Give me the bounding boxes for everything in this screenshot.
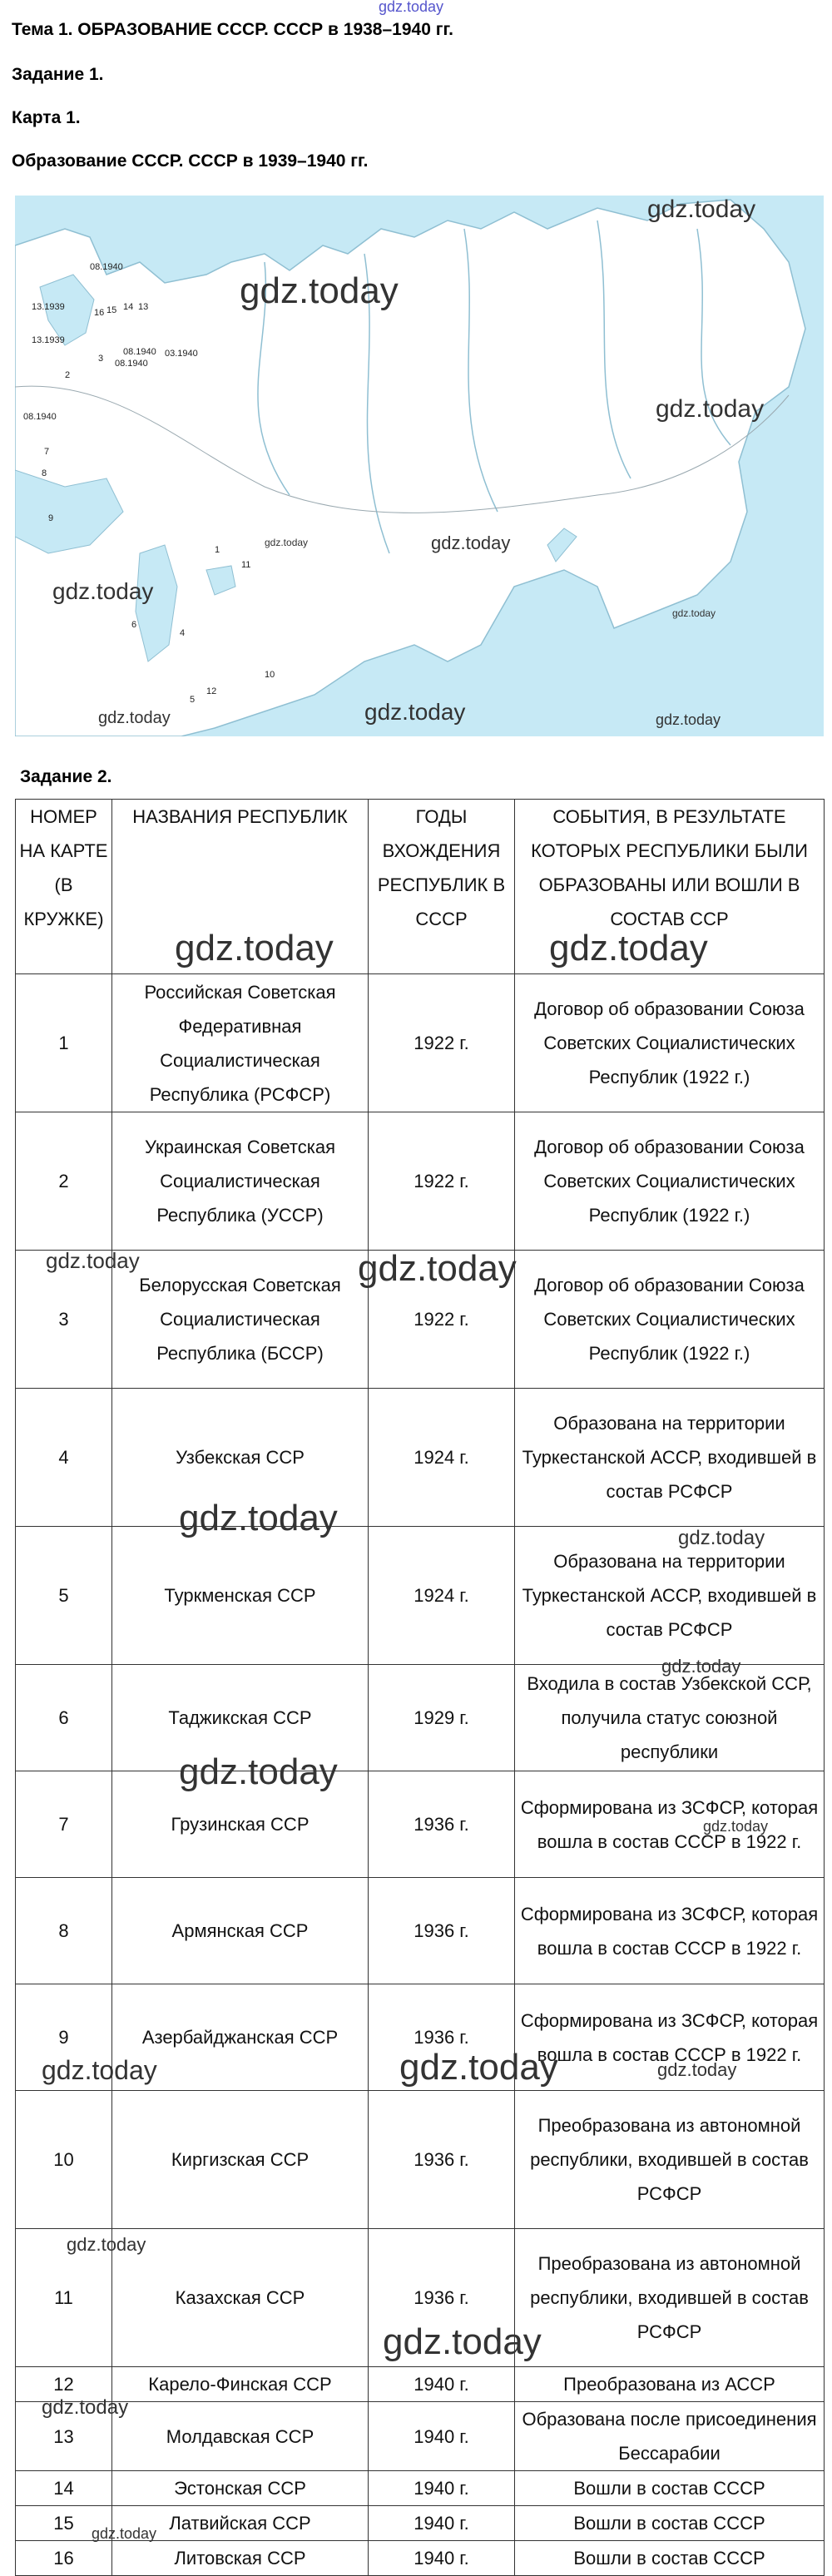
cell-num: 11 — [16, 2229, 112, 2367]
cell-name: Туркменская ССР — [112, 1527, 369, 1665]
page-watermark: gdz.today — [657, 2059, 737, 2080]
map-region-label: 08.1940 — [123, 347, 156, 357]
cell-year: 1936 г. — [369, 1878, 515, 1984]
page-watermark: gdz.today — [179, 1498, 338, 1538]
cell-name: Молдавская ССР — [112, 2402, 369, 2471]
page-watermark: gdz.today — [661, 1656, 741, 1677]
cell-year: 1940 г. — [369, 2367, 515, 2402]
table-row — [16, 1389, 825, 1527]
page-watermark: gdz.today — [549, 928, 708, 968]
table-row — [16, 2541, 825, 2576]
cell-event: Образована на территории Туркестанской АССР, входившей в состав РСФСР — [515, 1527, 825, 1665]
map-watermark: gdz.today — [98, 709, 171, 727]
map-region-label: 15 — [106, 305, 117, 315]
cell-num: 5 — [16, 1527, 112, 1665]
cell-num: 6 — [16, 1665, 112, 1771]
page-watermark: gdz.today — [175, 928, 334, 968]
cell-year: 1922 г. — [369, 974, 515, 1112]
page-watermark: gdz.today — [358, 1248, 517, 1289]
cell-event: Сформирована из ЗСФСР, которая вошла в состав СССР в 1922 г. — [515, 1878, 825, 1984]
cell-event: Вошли в состав СССР — [515, 2506, 825, 2541]
map-watermark: gdz.today — [240, 270, 399, 311]
cell-year: 1929 г. — [369, 1665, 515, 1771]
cell-name: Карело-Финская ССР — [112, 2367, 369, 2402]
table-row — [16, 974, 825, 1112]
cell-event: Сформирована из ЗСФСР, которая вошла в состав СССР в 1922 г. — [515, 1984, 825, 2091]
map-region-label: 08.1940 — [90, 262, 123, 272]
watermark-top: gdz.today — [379, 0, 444, 15]
page-watermark: gdz.today — [678, 1527, 765, 1549]
cell-year: 1936 г. — [369, 1771, 515, 1878]
table-row — [16, 2471, 825, 2506]
page-watermark: gdz.today — [703, 1818, 769, 1835]
page-watermark: gdz.today — [383, 2321, 542, 2362]
map-region-label: 2 — [65, 370, 71, 380]
cell-name: Эстонская ССР — [112, 2471, 369, 2506]
map-watermark: gdz.today — [672, 607, 716, 619]
cell-event: Вошли в состав СССР — [515, 2541, 825, 2576]
cell-num: 2 — [16, 1112, 112, 1251]
cell-event: Образована после присоединения Бессарабии — [515, 2402, 825, 2471]
cell-year: 1936 г. — [369, 2091, 515, 2229]
cell-num: 4 — [16, 1389, 112, 1527]
cell-name: Латвийская ССР — [112, 2506, 369, 2541]
map-drawing — [15, 196, 824, 736]
header-events: СОБЫТИЯ, В РЕЗУЛЬТАТЕ КОТОРЫХ РЕСПУБЛИКИ БЫЛИ ОБРАЗОВАНЫ ИЛИ ВОШЛИ В СОСТАВ ССР — [515, 800, 825, 974]
map-region-label: 12 — [206, 686, 217, 696]
map-region-label: 13 — [138, 302, 149, 312]
cell-num: 8 — [16, 1878, 112, 1984]
header-years: ГОДЫ ВХОЖДЕНИЯ РЕСПУБЛИК В СССР — [369, 800, 515, 974]
map-label: Карта 1. — [12, 108, 81, 127]
map-watermark: gdz.today — [431, 533, 511, 553]
map-region-label: 13.1939 — [32, 302, 65, 312]
map-title: Образование СССР. СССР в 1939–1940 гг. — [12, 151, 369, 171]
cell-name: Азербайджанская ССР — [112, 1984, 369, 2091]
map-region-label: 5 — [190, 695, 196, 705]
cell-event: Договор об образовании Союза Советских Социалистических Республик (1922 г.) — [515, 1251, 825, 1389]
cell-year: 1936 г. — [369, 1984, 515, 2091]
cell-event: Договор об образовании Союза Советских Социалистических Республик (1922 г.) — [515, 1112, 825, 1251]
map-watermark: gdz.today — [656, 395, 765, 423]
page-watermark: gdz.today — [42, 2396, 129, 2419]
cell-num: 10 — [16, 2091, 112, 2229]
cell-year: 1924 г. — [369, 1389, 515, 1527]
map-region-label: 3 — [98, 354, 104, 364]
cell-num: 3 — [16, 1251, 112, 1389]
cell-event: Преобразована из автономной республики, входившей в состав РСФСР — [515, 2091, 825, 2229]
table-row — [16, 2402, 825, 2471]
cell-year: 1940 г. — [369, 2402, 515, 2471]
cell-num: 15 — [16, 2506, 112, 2541]
map-region-label: 11 — [241, 560, 251, 570]
cell-num: 7 — [16, 1771, 112, 1878]
map-region-label: 6 — [131, 620, 137, 630]
theme-title: Тема 1. ОБРАЗОВАНИЕ СССР. СССР в 1938–1940 гг. — [12, 20, 453, 39]
table-row — [16, 1665, 825, 1771]
table-row — [16, 1878, 825, 1984]
header-number: НОМЕР НА КАРТЕ (В КРУЖКЕ) — [16, 800, 112, 974]
cell-name: Таджикская ССР — [112, 1665, 369, 1771]
cell-name: Казахская ССР — [112, 2229, 369, 2367]
cell-num: 14 — [16, 2471, 112, 2506]
map-watermark: gdz.today — [656, 711, 721, 728]
map-region-label: 9 — [48, 513, 54, 523]
table-row — [16, 2367, 825, 2402]
cell-year: 1940 г. — [369, 2541, 515, 2576]
cell-num: 16 — [16, 2541, 112, 2576]
cell-name: Киргизская ССР — [112, 2091, 369, 2229]
page-watermark: gdz.today — [42, 2055, 157, 2085]
cell-num: 12 — [16, 2367, 112, 2402]
map-watermark: gdz.today — [265, 537, 309, 548]
task2-heading: Задание 2. — [20, 767, 112, 786]
page-watermark: gdz.today — [67, 2234, 146, 2255]
map-region-label: 08.1940 — [115, 359, 148, 369]
cell-event: Образована на территории Туркестанской АССР, входившей в состав РСФСР — [515, 1389, 825, 1527]
task1-heading: Задание 1. — [12, 65, 104, 84]
map-region-label: 16 — [94, 308, 105, 318]
page-watermark: gdz.today — [399, 2047, 558, 2088]
map-region-label: 4 — [180, 628, 186, 638]
cell-name: Литовская ССР — [112, 2541, 369, 2576]
table-row — [16, 1112, 825, 1251]
cell-name: Грузинская ССР — [112, 1771, 369, 1878]
page-watermark: gdz.today — [46, 1248, 140, 1273]
cell-num: 9 — [16, 1984, 112, 2091]
cell-year: 1940 г. — [369, 2506, 515, 2541]
page-watermark: gdz.today — [179, 1751, 338, 1792]
cell-name: Белорусская Советская Социалистическая Республика (БССР) — [112, 1251, 369, 1389]
map-watermark: gdz.today — [647, 196, 756, 223]
map-region-label: 08.1940 — [23, 412, 57, 422]
cell-name: Российская Советская Федеративная Социалистическая Республика (РСФСР) — [112, 974, 369, 1112]
map-region-label: 8 — [42, 468, 47, 478]
cell-event: Преобразована из автономной республики, входившей в состав РСФСР — [515, 2229, 825, 2367]
cell-year: 1940 г. — [369, 2471, 515, 2506]
cell-name: Узбекская ССР — [112, 1389, 369, 1527]
cell-year: 1922 г. — [369, 1112, 515, 1251]
map-watermark: gdz.today — [364, 699, 466, 725]
cell-event: Входила в состав Узбекской ССР, получила статус союзной республики — [515, 1665, 825, 1771]
cell-year: 1936 г. — [369, 2229, 515, 2367]
cell-num: 1 — [16, 974, 112, 1112]
map-region-label: 1 — [215, 545, 220, 555]
cell-event: Вошли в состав СССР — [515, 2471, 825, 2506]
cell-event: Сформирована из ЗСФСР, которая вошла в состав СССР в 1922 г. — [515, 1771, 825, 1878]
cell-year: 1924 г. — [369, 1527, 515, 1665]
map-region-label: 13.1939 — [32, 335, 65, 345]
map-watermark: gdz.today — [52, 578, 154, 604]
header-name: НАЗВАНИЯ РЕСПУБЛИК — [112, 800, 369, 974]
cell-name: Армянская ССР — [112, 1878, 369, 1984]
map-region-label: 03.1940 — [165, 349, 198, 359]
republics-table — [15, 799, 825, 2576]
map-region-label: 7 — [44, 447, 50, 457]
cell-name: Украинская Советская Социалистическая Республика (УССР) — [112, 1112, 369, 1251]
cell-event: Договор об образовании Союза Советских Социалистических Республик (1922 г.) — [515, 974, 825, 1112]
map-region-label: 14 — [123, 302, 134, 312]
page-watermark: gdz.today — [92, 2525, 157, 2542]
cell-year: 1922 г. — [369, 1251, 515, 1389]
table-row — [16, 2091, 825, 2229]
ussr-map — [15, 196, 824, 736]
cell-num: 13 — [16, 2402, 112, 2471]
cell-event: Преобразована из АССР — [515, 2367, 825, 2402]
landmass — [15, 200, 805, 736]
map-region-label: 10 — [265, 670, 275, 680]
